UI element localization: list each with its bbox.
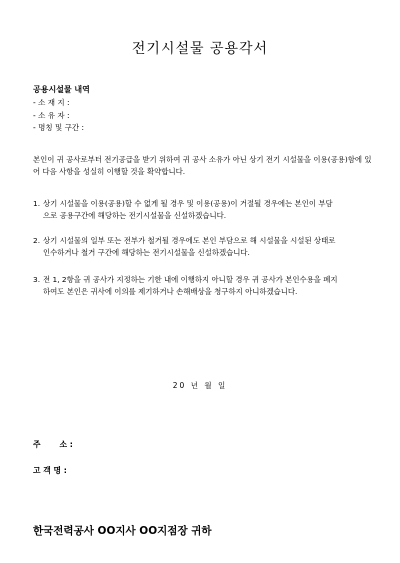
recipient-line: 한국전력공사 OO지사 OO지점장 귀하: [33, 525, 212, 537]
customer-name-label: 고 객 명 :: [33, 466, 67, 475]
clause-number: 3.: [33, 275, 41, 284]
clause-number: 2.: [33, 236, 41, 245]
facility-list: [33, 97, 84, 135]
clause-text-line1: 상기 시설물의 일부 또는 전부가 철거될 경우에도 본인 부담으로 해 시설물을 시설된 상태로: [43, 236, 336, 245]
facility-location-item: - 소 재 지 :: [33, 98, 70, 107]
intro-paragraph: 본인이 귀 공사로부터 전기공급을 받기 위하여 귀 공사 소유가 아닌 상기 전기 시설물을 이용(공용)함에 있어 다음 사항을 성실히 이행할 것을 확약합니다.: [33, 155, 372, 176]
clause-1: [33, 198, 373, 222]
clause-number: 1.: [33, 199, 41, 208]
facility-owner-item: - 소 유 자 :: [33, 110, 70, 120]
clause-3: [33, 274, 373, 298]
clause-text-line2: 하여도 본인은 귀사에 이의를 제기하거나 손해배상을 청구하지 아니하겠습니다.: [43, 287, 298, 296]
clause-text-line1: 전 1, 2항을 귀 공사가 지정하는 기한 내에 이행하지 아니할 경우 귀 공사가 본인수용을 폐지: [43, 275, 338, 284]
facility-name-section-item: - 명칭 및 구간 :: [33, 123, 84, 132]
address-label: 주 소 :: [33, 440, 73, 449]
document-title: 전기시설물 공용각서: [131, 41, 269, 57]
clause-text-line2: 인수하거나 철거 구간에 해당하는 전기시설물을 신설하겠습니다.: [43, 248, 250, 257]
date-line: 20 년 월 일: [172, 381, 228, 390]
facility-section-heading: 공용시설물 내역: [33, 85, 90, 94]
clause-text-line2: 으로 공용구간에 해당하는 전기시설물을 신설하겠습니다.: [43, 211, 227, 220]
clause-2: [33, 235, 373, 259]
clause-text-line1: 상기 시설물을 이용(공용)할 수 없게 될 경우 및 이용(공용)이 거절될 경우에는 본인이 부담: [43, 199, 333, 208]
